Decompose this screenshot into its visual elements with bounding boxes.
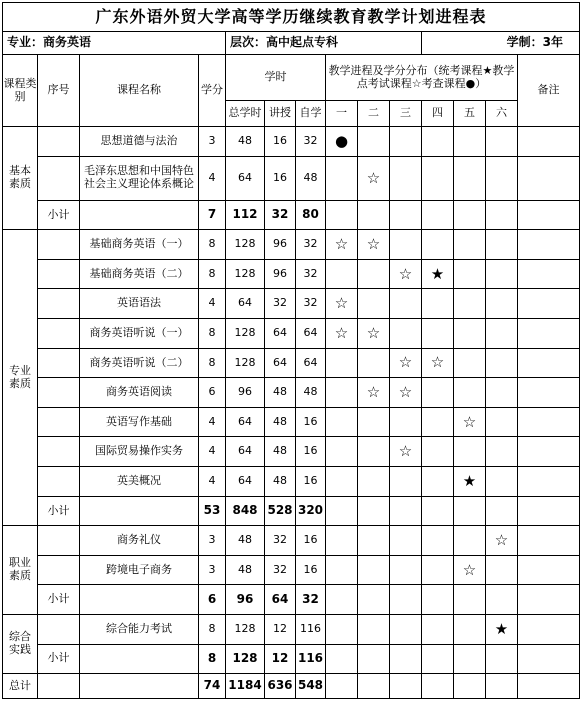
semester-mark-1 xyxy=(326,526,358,556)
semester-mark-4 xyxy=(422,437,454,467)
course-name-cell xyxy=(80,674,199,699)
semester-mark-2 xyxy=(358,585,390,615)
self-study-cell: 16 xyxy=(296,526,326,556)
semester-mark-4 xyxy=(422,496,454,526)
semester-mark-3: ☆ xyxy=(390,348,422,378)
category-cell: 职业素质 xyxy=(3,526,38,615)
semester-mark-3 xyxy=(390,230,422,260)
semester-mark-2 xyxy=(358,496,390,526)
seq-cell xyxy=(38,466,80,496)
total-hours-cell: 64 xyxy=(226,289,265,319)
subtotal-label: 小计 xyxy=(38,585,80,615)
lecture-cell: 48 xyxy=(265,466,296,496)
seq-cell xyxy=(38,289,80,319)
table-row xyxy=(3,259,580,289)
lecture-cell: 16 xyxy=(265,156,296,200)
semester-mark-6: ★ xyxy=(486,614,518,644)
remarks-cell xyxy=(518,156,580,200)
seq-cell xyxy=(38,614,80,644)
semester-mark-2 xyxy=(358,644,390,674)
total-hours-cell: 64 xyxy=(226,437,265,467)
semester-mark-6 xyxy=(486,644,518,674)
semester-mark-2: ☆ xyxy=(358,318,390,348)
header-semester-3: 三 xyxy=(390,101,422,127)
semester-mark-1: ● xyxy=(326,127,358,157)
subtotal-total-hours: 96 xyxy=(226,585,265,615)
semester-mark-6 xyxy=(486,496,518,526)
semester-mark-3 xyxy=(390,674,422,699)
semester-mark-3 xyxy=(390,200,422,230)
semester-mark-4 xyxy=(422,674,454,699)
grand-total-total-hours: 1184 xyxy=(226,674,265,699)
header-lecture: 讲授 xyxy=(265,101,296,127)
remarks-cell xyxy=(518,437,580,467)
total-hours-cell: 64 xyxy=(226,466,265,496)
grand-total-self-study: 548 xyxy=(296,674,326,699)
self-study-cell: 16 xyxy=(296,555,326,585)
semester-mark-3 xyxy=(390,127,422,157)
remarks-cell xyxy=(518,526,580,556)
course-name-cell: 商务英语阅读 xyxy=(80,378,199,408)
semester-mark-2 xyxy=(358,555,390,585)
semester-mark-1 xyxy=(326,614,358,644)
table-row xyxy=(3,127,580,157)
table-row xyxy=(3,318,580,348)
category-cell: 综合实践 xyxy=(3,614,38,673)
credits-cell: 3 xyxy=(199,555,226,585)
subtotal-self-study: 116 xyxy=(296,644,326,674)
self-study-cell: 32 xyxy=(296,230,326,260)
semester-mark-1: ☆ xyxy=(326,318,358,348)
semester-mark-6 xyxy=(486,289,518,319)
semester-mark-5 xyxy=(454,496,486,526)
remarks-cell xyxy=(518,585,580,615)
remarks-cell xyxy=(518,466,580,496)
semester-mark-2 xyxy=(358,348,390,378)
semester-mark-5 xyxy=(454,127,486,157)
subtotal-row xyxy=(3,644,580,674)
header-category: 课程类别 xyxy=(3,55,38,127)
category-cell: 基本素质 xyxy=(3,127,38,230)
seq-cell xyxy=(38,127,80,157)
seq-cell xyxy=(38,378,80,408)
self-study-cell: 32 xyxy=(296,259,326,289)
semester-mark-4 xyxy=(422,378,454,408)
total-hours-cell: 128 xyxy=(226,614,265,644)
subtotal-lecture: 12 xyxy=(265,644,296,674)
course-name-cell xyxy=(80,200,199,230)
semester-mark-2 xyxy=(358,437,390,467)
semester-mark-1 xyxy=(326,496,358,526)
semester-mark-6 xyxy=(486,318,518,348)
seq-cell xyxy=(38,318,80,348)
lecture-cell: 64 xyxy=(265,348,296,378)
course-name-cell: 思想道德与法治 xyxy=(80,127,199,157)
header-hours: 学时 xyxy=(226,55,326,101)
table-row xyxy=(3,437,580,467)
category-cell: 专业素质 xyxy=(3,230,38,526)
header-semester-4: 四 xyxy=(422,101,454,127)
header-credits: 学分 xyxy=(199,55,226,127)
subtotal-lecture: 32 xyxy=(265,200,296,230)
semester-mark-3 xyxy=(390,526,422,556)
remarks-cell xyxy=(518,259,580,289)
semester-mark-2: ☆ xyxy=(358,378,390,408)
semester-mark-1 xyxy=(326,585,358,615)
subtotal-credits: 8 xyxy=(199,644,226,674)
plan-table xyxy=(2,2,580,699)
semester-mark-3 xyxy=(390,644,422,674)
course-name-cell xyxy=(80,496,199,526)
semester-mark-1: ☆ xyxy=(326,289,358,319)
seq-cell xyxy=(38,230,80,260)
remarks-cell xyxy=(518,200,580,230)
lecture-cell: 48 xyxy=(265,437,296,467)
table-row xyxy=(3,614,580,644)
semester-mark-6: ☆ xyxy=(486,526,518,556)
credits-cell: 3 xyxy=(199,127,226,157)
semester-mark-5 xyxy=(454,318,486,348)
header-semester-2: 二 xyxy=(358,101,390,127)
semester-mark-5 xyxy=(454,644,486,674)
semester-mark-5 xyxy=(454,289,486,319)
course-name-cell xyxy=(80,644,199,674)
course-name-cell: 英语语法 xyxy=(80,289,199,319)
table-row xyxy=(3,156,580,200)
total-hours-cell: 64 xyxy=(226,407,265,437)
course-name-cell: 国际贸易操作实务 xyxy=(80,437,199,467)
semester-mark-2 xyxy=(358,407,390,437)
subtotal-credits: 7 xyxy=(199,200,226,230)
semester-mark-3 xyxy=(390,407,422,437)
semester-mark-4 xyxy=(422,466,454,496)
seq-cell xyxy=(38,259,80,289)
lecture-cell: 32 xyxy=(265,555,296,585)
semester-mark-1 xyxy=(326,674,358,699)
remarks-cell xyxy=(518,674,580,699)
semester-mark-5 xyxy=(454,614,486,644)
header-schedule: 教学进程及学分分布（统考课程★教学点考试课程☆考查课程●） xyxy=(326,55,518,101)
semester-mark-2: ☆ xyxy=(358,230,390,260)
lecture-cell: 32 xyxy=(265,526,296,556)
semester-mark-1: ☆ xyxy=(326,230,358,260)
semester-mark-5 xyxy=(454,348,486,378)
semester-mark-2 xyxy=(358,259,390,289)
semester-mark-6 xyxy=(486,378,518,408)
semester-mark-4: ☆ xyxy=(422,348,454,378)
semester-mark-5 xyxy=(454,526,486,556)
self-study-cell: 48 xyxy=(296,378,326,408)
remarks-cell xyxy=(518,644,580,674)
subtotal-self-study: 80 xyxy=(296,200,326,230)
semester-mark-3 xyxy=(390,585,422,615)
course-name-cell: 商务英语听说（二） xyxy=(80,348,199,378)
subtotal-label: 小计 xyxy=(38,644,80,674)
self-study-cell: 64 xyxy=(296,318,326,348)
semester-mark-5 xyxy=(454,259,486,289)
semester-mark-3 xyxy=(390,496,422,526)
credits-cell: 8 xyxy=(199,348,226,378)
self-study-cell: 16 xyxy=(296,407,326,437)
semester-mark-4 xyxy=(422,526,454,556)
lecture-cell: 12 xyxy=(265,614,296,644)
credits-cell: 4 xyxy=(199,289,226,319)
semester-mark-4 xyxy=(422,156,454,200)
semester-mark-6 xyxy=(486,156,518,200)
semester-mark-4: ★ xyxy=(422,259,454,289)
subtotal-credits: 53 xyxy=(199,496,226,526)
semester-mark-6 xyxy=(486,259,518,289)
grand-total-lecture: 636 xyxy=(265,674,296,699)
semester-mark-5 xyxy=(454,230,486,260)
semester-mark-6 xyxy=(486,466,518,496)
semester-mark-2 xyxy=(358,526,390,556)
semester-mark-3 xyxy=(390,614,422,644)
semester-mark-6 xyxy=(486,585,518,615)
semester-mark-1 xyxy=(326,200,358,230)
lecture-cell: 48 xyxy=(265,407,296,437)
semester-mark-2 xyxy=(358,127,390,157)
semester-mark-5 xyxy=(454,200,486,230)
semester-mark-6 xyxy=(486,348,518,378)
credits-cell: 8 xyxy=(199,259,226,289)
remarks-cell xyxy=(518,614,580,644)
total-hours-cell: 128 xyxy=(226,259,265,289)
seq-cell xyxy=(38,437,80,467)
semester-mark-4 xyxy=(422,555,454,585)
header-course-name: 课程名称 xyxy=(80,55,199,127)
semester-mark-2 xyxy=(358,674,390,699)
total-hours-cell: 128 xyxy=(226,230,265,260)
seq-cell xyxy=(38,674,80,699)
semester-mark-3 xyxy=(390,555,422,585)
semester-mark-4 xyxy=(422,289,454,319)
semester-mark-5 xyxy=(454,156,486,200)
seq-cell xyxy=(38,156,80,200)
course-name-cell: 毛泽东思想和中国特色社会主义理论体系概论 xyxy=(80,156,199,200)
credits-cell: 4 xyxy=(199,156,226,200)
remarks-cell xyxy=(518,127,580,157)
course-name-cell: 英语写作基础 xyxy=(80,407,199,437)
lecture-cell: 16 xyxy=(265,127,296,157)
table-row xyxy=(3,289,580,319)
credits-cell: 4 xyxy=(199,407,226,437)
total-hours-cell: 96 xyxy=(226,378,265,408)
self-study-cell: 16 xyxy=(296,437,326,467)
course-name-cell: 英美概况 xyxy=(80,466,199,496)
remarks-cell xyxy=(518,407,580,437)
total-hours-cell: 128 xyxy=(226,348,265,378)
total-hours-cell: 128 xyxy=(226,318,265,348)
semester-mark-3 xyxy=(390,289,422,319)
table-row xyxy=(3,348,580,378)
subtotal-self-study: 320 xyxy=(296,496,326,526)
semester-mark-1 xyxy=(326,644,358,674)
semester-mark-3: ☆ xyxy=(390,437,422,467)
semester-mark-3 xyxy=(390,318,422,348)
header-self-study: 自学 xyxy=(296,101,326,127)
semester-mark-3 xyxy=(390,156,422,200)
credits-cell: 4 xyxy=(199,437,226,467)
total-hours-cell: 48 xyxy=(226,127,265,157)
total-hours-cell: 48 xyxy=(226,555,265,585)
semester-mark-1 xyxy=(326,156,358,200)
table-row xyxy=(3,555,580,585)
self-study-cell: 48 xyxy=(296,156,326,200)
semester-mark-3: ☆ xyxy=(390,378,422,408)
grand-total-label: 总计 xyxy=(3,674,38,699)
semester-mark-6 xyxy=(486,437,518,467)
level-label: 层次：高中起点专科 xyxy=(226,32,422,55)
semester-mark-5: ☆ xyxy=(454,555,486,585)
subtotal-lecture: 528 xyxy=(265,496,296,526)
semester-mark-2 xyxy=(358,289,390,319)
total-hours-cell: 64 xyxy=(226,156,265,200)
semester-mark-4 xyxy=(422,127,454,157)
table-row xyxy=(3,230,580,260)
table-row xyxy=(3,407,580,437)
self-study-cell: 116 xyxy=(296,614,326,644)
credits-cell: 8 xyxy=(199,230,226,260)
seq-cell xyxy=(38,407,80,437)
semester-mark-1 xyxy=(326,259,358,289)
semester-mark-1 xyxy=(326,407,358,437)
lecture-cell: 32 xyxy=(265,289,296,319)
remarks-cell xyxy=(518,318,580,348)
total-hours-cell: 48 xyxy=(226,526,265,556)
semester-mark-1 xyxy=(326,466,358,496)
credits-cell: 3 xyxy=(199,526,226,556)
table-row xyxy=(3,526,580,556)
semester-mark-6 xyxy=(486,555,518,585)
credits-cell: 8 xyxy=(199,614,226,644)
page-title: 广东外语外贸大学高等学历继续教育教学计划进程表 xyxy=(3,3,580,32)
subtotal-row xyxy=(3,496,580,526)
semester-mark-5 xyxy=(454,585,486,615)
semester-mark-4 xyxy=(422,585,454,615)
course-name-cell: 商务英语听说（一） xyxy=(80,318,199,348)
subtotal-label: 小计 xyxy=(38,200,80,230)
course-name-cell: 基础商务英语（一） xyxy=(80,230,199,260)
table-row xyxy=(3,378,580,408)
seq-cell xyxy=(38,348,80,378)
header-semester-5: 五 xyxy=(454,101,486,127)
seq-cell xyxy=(38,526,80,556)
semester-mark-2 xyxy=(358,614,390,644)
semester-mark-4 xyxy=(422,318,454,348)
course-name-cell xyxy=(80,585,199,615)
semester-mark-6 xyxy=(486,230,518,260)
semester-mark-1 xyxy=(326,437,358,467)
course-name-cell: 跨境电子商务 xyxy=(80,555,199,585)
seq-cell xyxy=(38,555,80,585)
header-remarks: 备注 xyxy=(518,55,580,127)
semester-mark-4 xyxy=(422,200,454,230)
semester-mark-2: ☆ xyxy=(358,156,390,200)
subtotal-self-study: 32 xyxy=(296,585,326,615)
grand-total-credits: 74 xyxy=(199,674,226,699)
header-seq: 序号 xyxy=(38,55,80,127)
course-name-cell: 综合能力考试 xyxy=(80,614,199,644)
self-study-cell: 64 xyxy=(296,348,326,378)
subtotal-lecture: 64 xyxy=(265,585,296,615)
course-name-cell: 基础商务英语（二） xyxy=(80,259,199,289)
lecture-cell: 96 xyxy=(265,259,296,289)
semester-mark-5 xyxy=(454,378,486,408)
remarks-cell xyxy=(518,378,580,408)
subtotal-total-hours: 848 xyxy=(226,496,265,526)
semester-mark-4 xyxy=(422,614,454,644)
remarks-cell xyxy=(518,496,580,526)
semester-mark-4 xyxy=(422,407,454,437)
self-study-cell: 32 xyxy=(296,127,326,157)
semester-mark-6 xyxy=(486,674,518,699)
credits-cell: 8 xyxy=(199,318,226,348)
semester-mark-5 xyxy=(454,674,486,699)
lecture-cell: 48 xyxy=(265,378,296,408)
semester-mark-6 xyxy=(486,407,518,437)
remarks-cell xyxy=(518,230,580,260)
remarks-cell xyxy=(518,555,580,585)
header-semester-1: 一 xyxy=(326,101,358,127)
semester-mark-5 xyxy=(454,437,486,467)
subtotal-credits: 6 xyxy=(199,585,226,615)
remarks-cell xyxy=(518,289,580,319)
duration-label: 学制：3年 xyxy=(422,32,580,55)
credits-cell: 6 xyxy=(199,378,226,408)
credits-cell: 4 xyxy=(199,466,226,496)
semester-mark-5: ★ xyxy=(454,466,486,496)
remarks-cell xyxy=(518,348,580,378)
semester-mark-3 xyxy=(390,466,422,496)
lecture-cell: 96 xyxy=(265,230,296,260)
subtotal-total-hours: 112 xyxy=(226,200,265,230)
subtotal-row xyxy=(3,200,580,230)
self-study-cell: 16 xyxy=(296,466,326,496)
semester-mark-3: ☆ xyxy=(390,259,422,289)
semester-mark-4 xyxy=(422,644,454,674)
subtotal-row xyxy=(3,585,580,615)
table-row xyxy=(3,466,580,496)
semester-mark-2 xyxy=(358,200,390,230)
major-label: 专业：商务英语 xyxy=(3,32,226,55)
semester-mark-6 xyxy=(486,127,518,157)
grand-total-row xyxy=(3,674,580,699)
semester-mark-4 xyxy=(422,230,454,260)
header-total-hours: 总学时 xyxy=(226,101,265,127)
semester-mark-1 xyxy=(326,555,358,585)
semester-mark-1 xyxy=(326,378,358,408)
semester-mark-2 xyxy=(358,466,390,496)
course-name-cell: 商务礼仪 xyxy=(80,526,199,556)
subtotal-label: 小计 xyxy=(38,496,80,526)
lecture-cell: 64 xyxy=(265,318,296,348)
self-study-cell: 32 xyxy=(296,289,326,319)
semester-mark-1 xyxy=(326,348,358,378)
subtotal-total-hours: 128 xyxy=(226,644,265,674)
header-semester-6: 六 xyxy=(486,101,518,127)
semester-mark-5: ☆ xyxy=(454,407,486,437)
semester-mark-6 xyxy=(486,200,518,230)
